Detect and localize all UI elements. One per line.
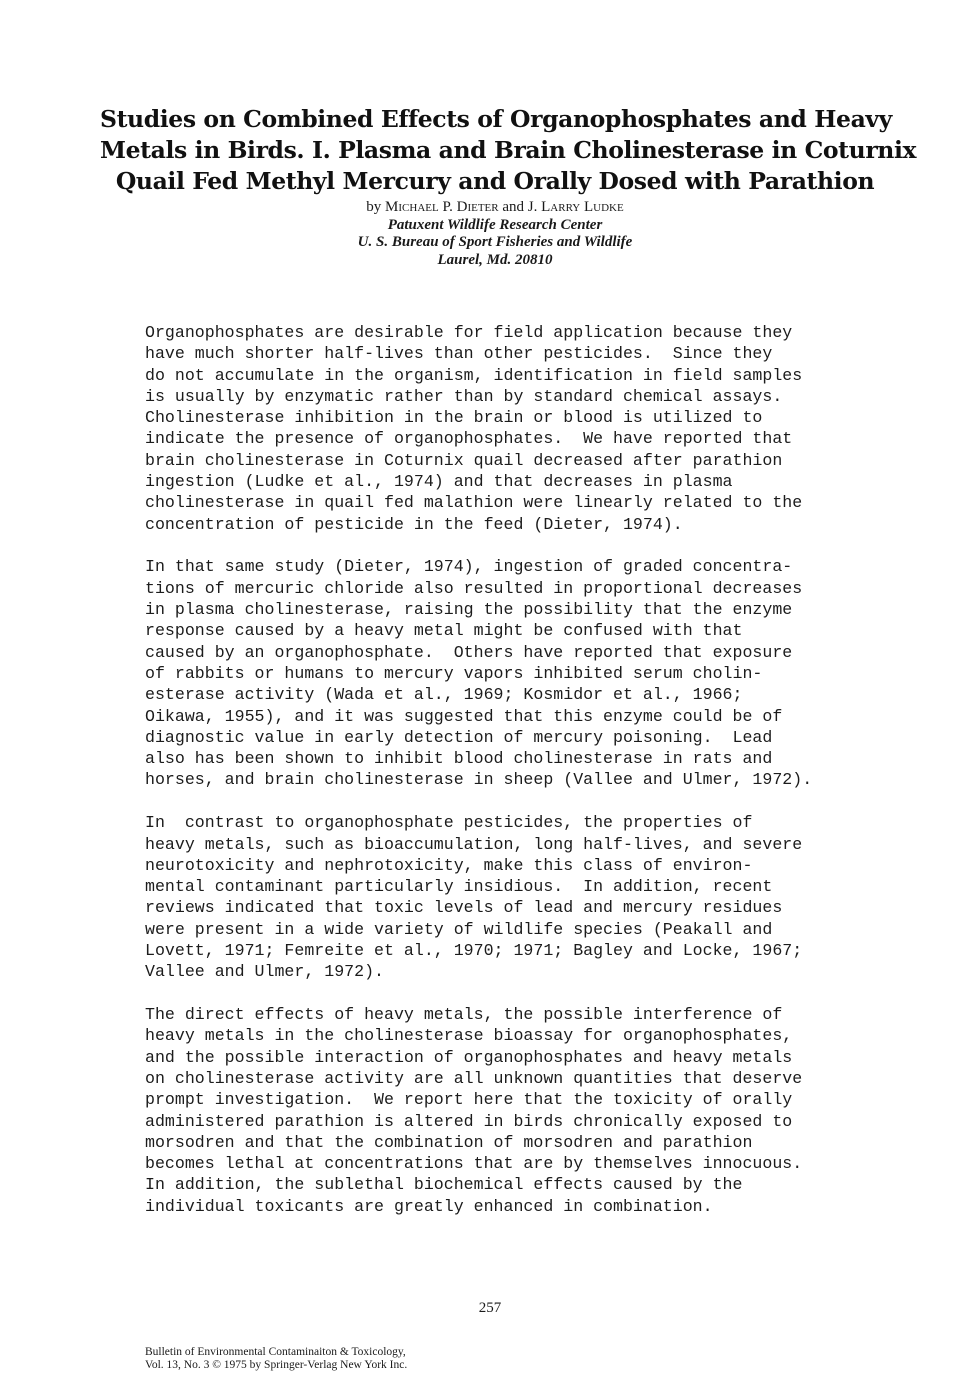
text-line: morsodren and that the combination of morsodren and parathion	[145, 1132, 753, 1152]
text-line: In that same study (Dieter, 1974), ingestion of graded concentra-	[145, 557, 793, 577]
text-line: In addition, the sublethal biochemical effects caused by the	[145, 1175, 743, 1195]
text-line: have much shorter half-lives than other pesticides. Since they	[145, 344, 773, 364]
article-body	[145, 322, 865, 1239]
text-line: response caused by a heavy metal might be confused with that	[145, 621, 743, 641]
authors-line	[200, 199, 790, 217]
paragraph	[145, 322, 865, 535]
byline-prefix: by	[366, 199, 382, 215]
affiliation-line: Patuxent Wildlife Research Center	[387, 216, 603, 233]
title-line: Metals in Birds. I. Plasma and Brain Cholinesterase in Coturnix	[100, 136, 917, 164]
paragraph	[145, 812, 865, 982]
text-line: indicate the presence of organophosphates. We have reported that	[145, 429, 793, 449]
text-line: Vallee and Ulmer, 1972).	[145, 962, 384, 982]
text-line: individual toxicants are greatly enhanced in combination.	[145, 1196, 713, 1216]
text-line: and the possible interaction of organophosphates and heavy metals	[145, 1047, 793, 1067]
text-line: becomes lethal at concentrations that are by themselves innocuous.	[145, 1154, 803, 1174]
text-line: also has been shown to inhibit blood cholinesterase in rats and	[145, 749, 773, 769]
text-line: cholinesterase in quail fed malathion were linearly related to the	[145, 493, 803, 513]
page-number: 257	[478, 1300, 502, 1316]
author-name: Michael P. Dieter	[385, 199, 499, 215]
affiliation-line: Laurel, Md. 20810	[437, 251, 553, 268]
paragraph	[145, 556, 865, 790]
text-line: mental contaminant particularly insidious. In addition, recent	[145, 877, 773, 897]
text-line: caused by an organophosphate. Others have reported that exposure	[145, 642, 793, 662]
text-line: concentration of pesticide in the feed (Dieter, 1974).	[145, 514, 683, 534]
text-line: reviews indicated that toxic levels of lead and mercury residues	[145, 898, 783, 918]
text-line: on cholinesterase activity are all unknown quantities that deserve	[145, 1069, 803, 1088]
text-line: of rabbits or humans to mercury vapors inhibited serum cholin-	[145, 663, 763, 683]
text-line: ingestion (Ludke et al., 1974) and that decreases in plasma	[145, 472, 733, 492]
paragraph	[145, 1004, 865, 1217]
title-line: Studies on Combined Effects of Organophosphates and Heavy	[100, 105, 892, 133]
text-line: Organophosphates are desirable for field application because they	[145, 323, 793, 342]
byline-conjunction: and	[502, 199, 525, 215]
journal-footer	[145, 1346, 645, 1372]
author-name: J. Larry Ludke	[527, 199, 624, 215]
text-line: In contrast to organophosphate pesticides, the properties of	[145, 813, 753, 833]
text-line: tions of mercuric chloride also resulted in proportional decreases	[145, 578, 803, 598]
footer-line: Vol. 13, No. 3 © 1975 by Springer-Verlag New York Inc.	[145, 1359, 408, 1371]
byline	[200, 199, 790, 269]
text-line: prompt investigation. We report here that the toxicity of orally	[145, 1090, 793, 1110]
title-line: Quail Fed Methyl Mercury and Orally Dosed with Parathion	[115, 167, 875, 195]
text-line: brain cholinesterase in Coturnix quail decreased after parathion	[145, 450, 783, 470]
text-line: is usually by enzymatic rather than by standard chemical assays.	[145, 386, 783, 406]
text-line: in plasma cholinesterase, raising the possibility that the enzyme	[145, 600, 793, 620]
text-line: heavy metals in the cholinesterase bioassay for organophosphates,	[145, 1026, 793, 1046]
text-line: Lovett, 1971; Femreite et al., 1970; 1971; Bagley and Locke, 1967;	[145, 941, 803, 961]
text-line: esterase activity (Wada et al., 1969; Kosmidor et al., 1966;	[145, 685, 743, 705]
text-line: were present in a wide variety of wildlife species (Peakall and	[145, 919, 773, 939]
footer-line: Bulletin of Environmental Contaminaiton & Toxicology,	[145, 1346, 406, 1358]
text-line: horses, and brain cholinesterase in sheep (Vallee and Ulmer, 1972).	[145, 770, 813, 790]
text-line: do not accumulate in the organism, identification in field samples	[145, 365, 803, 385]
text-line: The direct effects of heavy metals, the possible interference of	[145, 1005, 783, 1025]
text-line: Oikawa, 1955), and it was suggested that this enzyme could be of	[145, 706, 783, 726]
affiliation-line: U. S. Bureau of Sport Fisheries and Wildlife	[357, 234, 633, 250]
text-line: Cholinesterase inhibition in the brain or blood is utilized to	[145, 408, 763, 428]
text-line: administered parathion is altered in birds chronically exposed to	[145, 1111, 793, 1131]
article-title	[100, 104, 917, 197]
text-line: heavy metals, such as bioaccumulation, long half-lives, and severe	[145, 834, 803, 854]
text-line: diagnostic value in early detection of mercury poisoning. Lead	[145, 727, 773, 747]
text-line: neurotoxicity and nephrotoxicity, make this class of environ-	[145, 855, 753, 875]
